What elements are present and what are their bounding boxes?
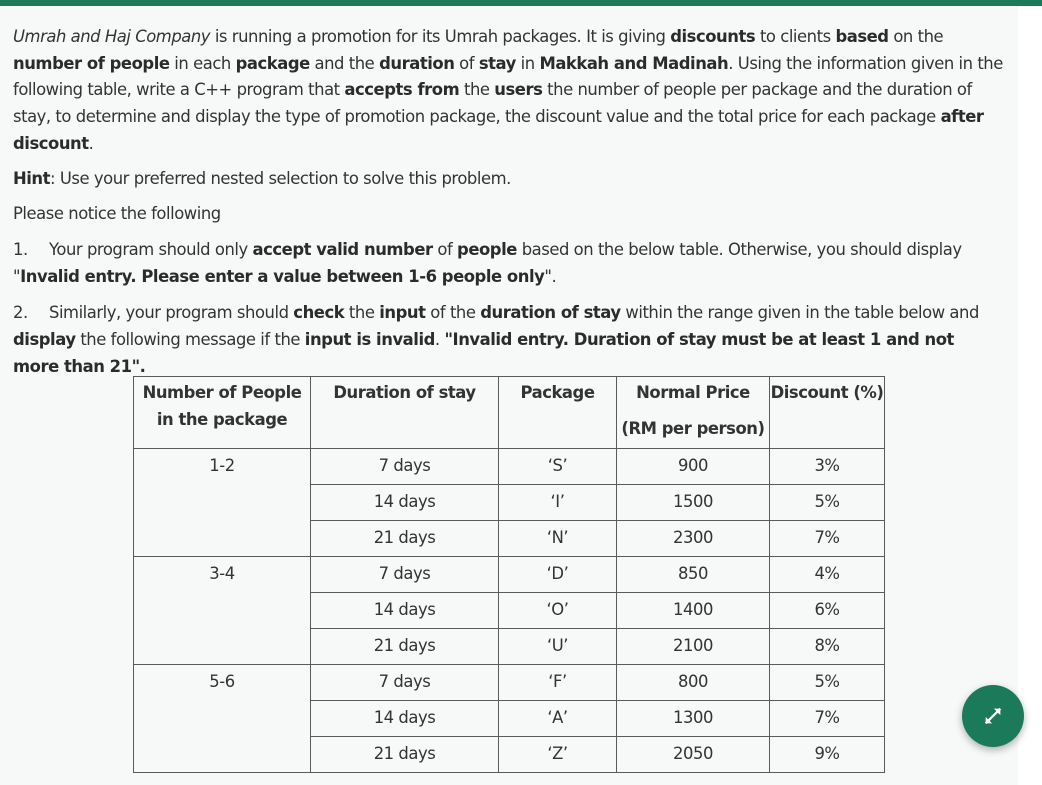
cell-duration: 21 days xyxy=(311,629,499,665)
cell-discount: 9% xyxy=(770,737,885,773)
requirement-1: 1. Your program should only accept valid number of people based on the below table. Otherwise, you should display "Invalid entry. Please enter a value between 1-6 people only". xyxy=(13,239,962,286)
cell-discount: 7% xyxy=(770,521,885,557)
header-discount: Discount (%) xyxy=(770,377,885,449)
cell-price: 2300 xyxy=(617,521,770,557)
cell-people: 5-6 xyxy=(134,665,311,773)
table-header-row xyxy=(134,377,885,449)
cell-price: 1300 xyxy=(617,701,770,737)
hint-paragraph: Hint: Use your preferred nested selection to solve this problem. xyxy=(13,168,511,188)
cell-duration: 21 days xyxy=(311,521,499,557)
cell-package: ‘A’ xyxy=(499,701,617,737)
requirement-2: 2. Similarly, your program should check the input of the duration of stay within the range given in the table below and display the following message if the input is invalid. "Invalid entry. Duration of stay must be at least 1 and not more than 21". xyxy=(13,303,979,376)
cell-price: 850 xyxy=(617,557,770,593)
header-people: Number of People in the package xyxy=(134,377,311,449)
cell-price: 2100 xyxy=(617,629,770,665)
question-text xyxy=(13,24,1003,380)
cell-duration: 14 days xyxy=(311,485,499,521)
cell-duration: 7 days xyxy=(311,665,499,701)
cell-duration: 21 days xyxy=(311,737,499,773)
cell-discount: 4% xyxy=(770,557,885,593)
cell-price: 800 xyxy=(617,665,770,701)
cell-package: ‘U’ xyxy=(499,629,617,665)
table-row xyxy=(134,665,885,701)
cell-package: ‘O’ xyxy=(499,593,617,629)
cell-discount: 5% xyxy=(770,665,885,701)
cell-price: 1500 xyxy=(617,485,770,521)
header-price: Normal Price (RM per person) xyxy=(617,377,770,449)
cell-discount: 3% xyxy=(770,449,885,485)
table-body xyxy=(134,449,885,773)
expand-button[interactable] xyxy=(962,685,1024,747)
package-table xyxy=(133,376,885,773)
cell-discount: 6% xyxy=(770,593,885,629)
cell-package: ‘Z’ xyxy=(499,737,617,773)
header-package: Package xyxy=(499,377,617,449)
cell-package: ‘S’ xyxy=(499,449,617,485)
cell-package: ‘D’ xyxy=(499,557,617,593)
cell-people: 1-2 xyxy=(134,449,311,557)
cell-duration: 7 days xyxy=(311,449,499,485)
header-duration: Duration of stay xyxy=(311,377,499,449)
intro-paragraph: Umrah and Haj Company is running a promotion for its Umrah packages. It is giving discounts to clients based on the number of people in each package and the duration of stay in Makkah and Madinah. Using the information given in the following table, write a C++ program that accepts from the users the number of people per package and the duration of stay, to determine and display the type of promotion package, the discount value and the total price for each package after discount. xyxy=(13,27,1003,153)
cell-package: ‘F’ xyxy=(499,665,617,701)
cell-discount: 7% xyxy=(770,701,885,737)
cell-price: 1400 xyxy=(617,593,770,629)
hint-label: Hint xyxy=(13,168,51,188)
cell-duration: 14 days xyxy=(311,593,499,629)
cell-duration: 14 days xyxy=(311,701,499,737)
notice-paragraph: Please notice the following xyxy=(13,204,221,224)
expand-icon xyxy=(982,705,1004,727)
cell-package: ‘N’ xyxy=(499,521,617,557)
cell-package: ‘I’ xyxy=(499,485,617,521)
cell-discount: 5% xyxy=(770,485,885,521)
cell-price: 2050 xyxy=(617,737,770,773)
cell-duration: 7 days xyxy=(311,557,499,593)
cell-discount: 8% xyxy=(770,629,885,665)
cell-price: 900 xyxy=(617,449,770,485)
table-row xyxy=(134,557,885,593)
cell-people: 3-4 xyxy=(134,557,311,665)
table-row xyxy=(134,449,885,485)
